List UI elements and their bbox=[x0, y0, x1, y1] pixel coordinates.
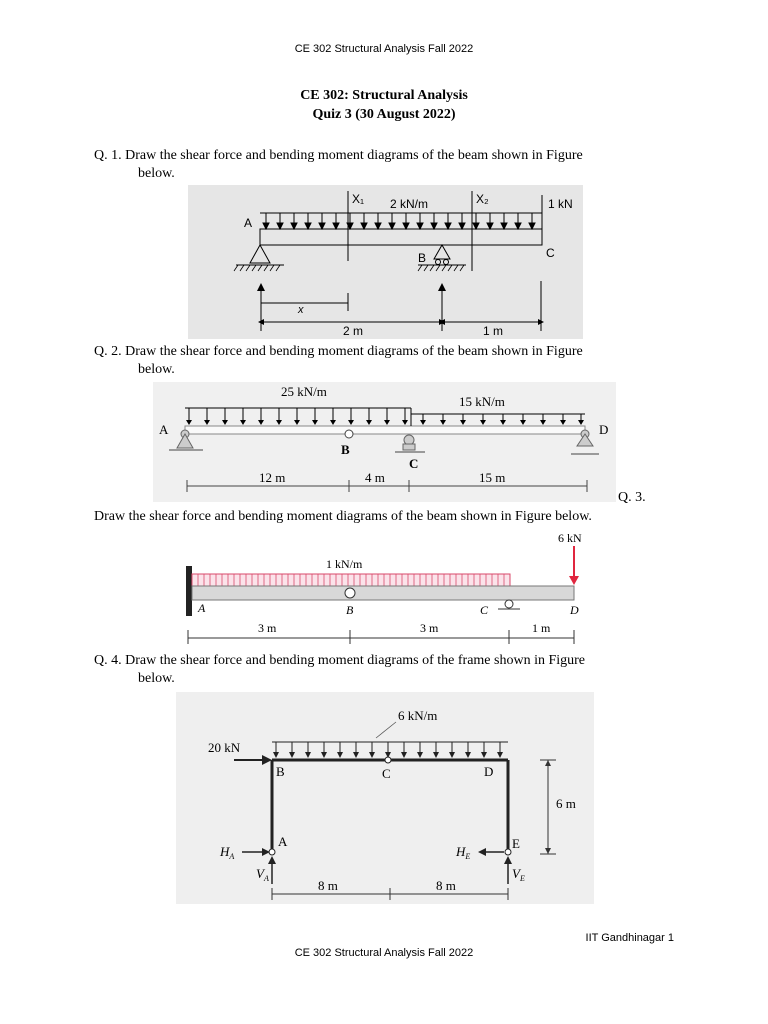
footer-institute: IIT Gandhinagar 1 bbox=[585, 932, 674, 944]
running-footer: CE 302 Structural Analysis Fall 2022 bbox=[294, 947, 474, 959]
question-3-line: Draw the shear force and bending moment diagrams of the beam shown in Figure below. bbox=[94, 509, 592, 524]
q3-point-load-label: 6 kN bbox=[558, 531, 582, 545]
figure-q3-beam bbox=[180, 528, 600, 648]
q2-dim-15m: 15 m bbox=[479, 470, 506, 485]
q3-dim-1m: 1 m bbox=[532, 621, 551, 635]
q2-label-C: C bbox=[409, 456, 419, 471]
question-1 bbox=[94, 147, 583, 183]
q2-label-A: A bbox=[159, 422, 169, 437]
q1-udl-label: 2 kN/m bbox=[390, 197, 429, 211]
question-4-line1: Q. 4. Draw the shear force and bending moment diagrams of the frame shown in Figure bbox=[94, 653, 586, 668]
q1-dim-2m: 2 m bbox=[343, 324, 364, 338]
q4-label-C: C bbox=[382, 766, 391, 781]
q1-dim-x: x bbox=[298, 304, 304, 316]
figure-q4-frame bbox=[176, 692, 594, 904]
q2-dim-12m: 12 m bbox=[259, 470, 286, 485]
q4-label-A: A bbox=[278, 834, 288, 849]
q3-label-A: A bbox=[198, 601, 206, 615]
q3-label-B: B bbox=[346, 603, 354, 617]
q4-dim-8m-b: 8 m bbox=[436, 878, 456, 893]
q1-label-B: B bbox=[418, 251, 427, 265]
q4-label-E: E bbox=[512, 836, 520, 851]
q3-label-D: D bbox=[570, 603, 579, 617]
q1-label-A: A bbox=[244, 216, 253, 230]
q1-label-C: C bbox=[546, 246, 555, 260]
question-3-prefix: Q. 3. bbox=[618, 490, 646, 505]
q4-label-D: D bbox=[484, 764, 494, 779]
q4-udl-label: 6 kN/m bbox=[398, 708, 438, 723]
q2-label-D: D bbox=[599, 422, 609, 437]
question-1-line2: below. bbox=[138, 166, 175, 181]
question-2-line2: below. bbox=[138, 362, 175, 377]
q1-label-x2: X₂ bbox=[476, 192, 489, 206]
q3-dim-3m-a: 3 m bbox=[258, 621, 277, 635]
q2-dim-4m: 4 m bbox=[365, 470, 385, 485]
quiz-title: CE 302: Structural Analysis bbox=[300, 88, 468, 103]
question-2-line1: Q. 2. Draw the shear force and bending moment diagrams of the beam shown in Figure bbox=[94, 344, 583, 359]
q2-udl-right-label: 15 kN/m bbox=[459, 394, 505, 409]
quiz-subtitle: Quiz 3 (30 August 2022) bbox=[312, 107, 456, 122]
q4-dim-8m-a: 8 m bbox=[318, 878, 338, 893]
question-2 bbox=[94, 343, 583, 379]
q4-point-load-label: 20 kN bbox=[208, 740, 241, 755]
question-4 bbox=[94, 652, 585, 688]
q4-label-HA: $H_A$ bbox=[220, 844, 235, 861]
question-4-line2: below. bbox=[138, 671, 175, 686]
figure-q2-beam bbox=[153, 382, 616, 502]
q4-label-HE: $H_E$ bbox=[456, 844, 471, 861]
q3-dim-3m-b: 3 m bbox=[420, 621, 439, 635]
q1-dim-1m: 1 m bbox=[483, 324, 504, 338]
q4-label-B: B bbox=[276, 764, 285, 779]
q3-udl-label: 1 kN/m bbox=[326, 557, 363, 571]
q2-label-B: B bbox=[341, 442, 350, 457]
running-header: CE 302 Structural Analysis Fall 2022 bbox=[294, 43, 474, 55]
q2-udl-left-label: 25 kN/m bbox=[281, 384, 327, 399]
q1-point-load-label: 1 kN bbox=[548, 197, 573, 211]
q1-label-x1: X₁ bbox=[352, 192, 365, 206]
figure-q1-beam bbox=[188, 185, 583, 339]
q4-dim-6m: 6 m bbox=[556, 796, 576, 811]
question-1-line1: Q. 1. Draw the shear force and bending moment diagrams of the beam shown in Figure bbox=[94, 148, 583, 163]
q4-label-VA: $V_A$ bbox=[256, 866, 269, 883]
q4-label-VE: $V_E$ bbox=[512, 866, 525, 883]
q3-label-C: C bbox=[480, 603, 489, 617]
